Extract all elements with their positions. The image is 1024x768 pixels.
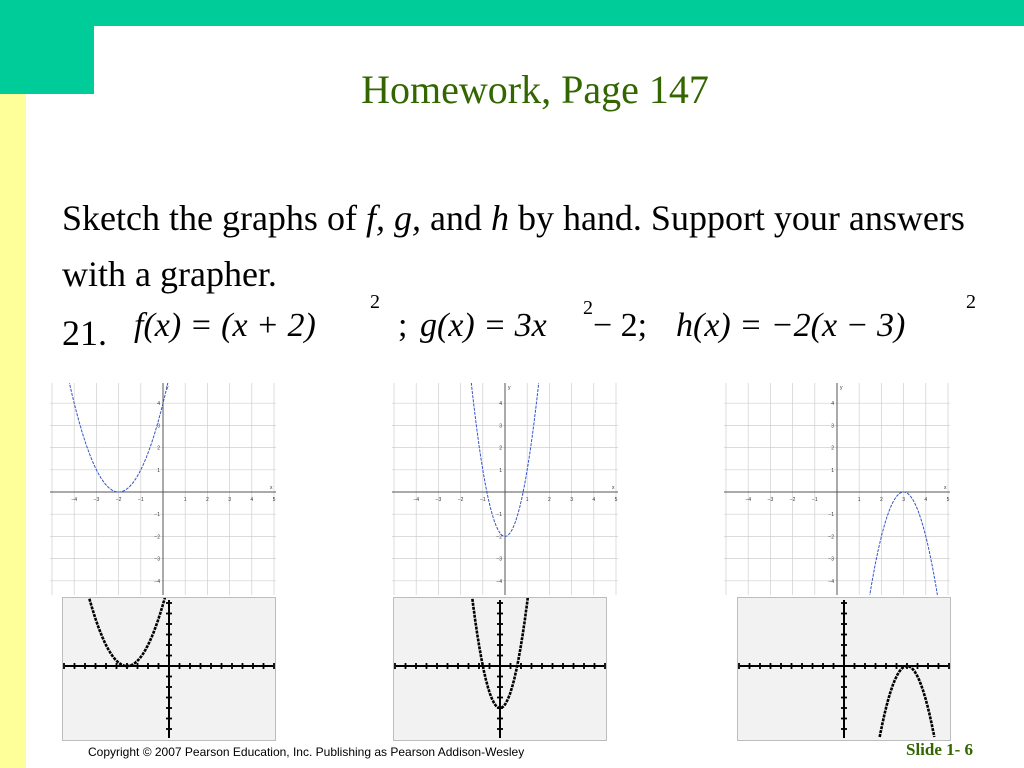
x-axis-label: x	[270, 485, 273, 491]
y-tick-label: −1	[828, 512, 834, 519]
problem-equation	[130, 286, 1000, 358]
eq-f-def: f(x) = (x + 2)	[134, 307, 316, 344]
y-tick-label: −4	[496, 578, 502, 585]
eq-g-def: g(x) = 3x	[420, 307, 547, 344]
eq-h-exp: 2	[966, 291, 976, 313]
calculator-screen-g	[393, 597, 607, 741]
y-tick-label: 4	[831, 401, 834, 408]
slide-title: Homework, Page 147	[361, 67, 709, 112]
x-tick-label: 1	[183, 497, 187, 503]
eq-g-exp: 2	[583, 297, 593, 319]
y-tick-label: 4	[157, 401, 160, 408]
y-tick-label: 2	[831, 445, 834, 452]
instr-prefix: Sketch the graphs of	[62, 198, 366, 238]
eq-sep-1: ;	[398, 307, 408, 344]
x-tick-label: −1	[137, 497, 144, 503]
x-axis-label: x	[944, 485, 947, 491]
x-tick-label: −1	[479, 497, 486, 503]
x-tick-label: 1	[525, 497, 529, 503]
calc-curve-h	[880, 666, 935, 737]
x-tick-label: 3	[570, 497, 573, 503]
y-tick-label: −2	[154, 534, 160, 541]
slide-number: Slide 1- 6	[906, 740, 974, 759]
y-tick-label: 2	[157, 445, 160, 452]
x-tick-label: 4	[250, 497, 254, 503]
instr-f: f,	[365, 198, 385, 238]
x-tick-label: 1	[857, 497, 861, 503]
y-tick-label: −2	[496, 534, 502, 541]
y-tick-label: −3	[154, 556, 160, 563]
y-tick-label: 2	[499, 445, 502, 452]
x-tick-label: 4	[924, 497, 928, 503]
x-tick-label: −4	[745, 497, 752, 503]
y-tick-label: −4	[828, 578, 834, 585]
x-tick-label: −2	[789, 497, 796, 503]
copyright-footer: Copyright © 2007 Pearson Education, Inc. Publishing as Pearson Addison-Wesley	[88, 745, 525, 759]
y-axis-label: y	[840, 385, 843, 391]
problem-number: 21.	[62, 313, 107, 353]
x-tick-label: 5	[614, 497, 618, 503]
y-tick-label: −3	[828, 556, 834, 563]
instr-suffix: by hand. Support your answers with a grapher.	[62, 198, 965, 294]
x-tick-label: 2	[880, 497, 883, 503]
y-tick-label: 1	[499, 467, 502, 474]
calc-curve-f	[88, 597, 165, 666]
y-tick-label: −1	[496, 512, 502, 519]
x-tick-label: −3	[93, 497, 100, 503]
y-tick-label: 3	[157, 423, 160, 430]
instr-h: h	[490, 198, 509, 238]
x-tick-label: 5	[946, 497, 950, 503]
instr-g: g,	[393, 198, 421, 238]
x-tick-label: 2	[548, 497, 551, 503]
instr-and: and	[420, 198, 491, 238]
y-axis-label: y	[166, 385, 169, 391]
x-tick-label: 5	[272, 497, 276, 503]
hand-graph-g	[392, 383, 618, 595]
calculator-screen-h	[737, 597, 951, 741]
x-tick-label: 3	[902, 497, 905, 503]
y-tick-label: −3	[496, 556, 502, 563]
top-accent-bar	[0, 0, 1024, 26]
eq-f-exp: 2	[370, 291, 380, 313]
x-axis-label: x	[612, 485, 615, 491]
y-axis-label: y	[508, 385, 511, 391]
x-tick-label: −4	[413, 497, 420, 503]
y-tick-label: −1	[154, 512, 160, 519]
y-tick-label: −4	[154, 578, 160, 585]
eq-g-tail: − 2;	[593, 307, 648, 344]
x-tick-label: −2	[457, 497, 464, 503]
x-tick-label: 3	[228, 497, 231, 503]
x-tick-label: 4	[592, 497, 596, 503]
y-tick-label: 3	[499, 423, 502, 430]
x-tick-label: −2	[115, 497, 122, 503]
calculator-screen-f	[62, 597, 276, 741]
hand-graph-f	[50, 383, 276, 595]
x-tick-label: −4	[71, 497, 78, 503]
y-tick-label: −2	[828, 534, 834, 541]
y-tick-label: 4	[499, 401, 502, 408]
x-tick-label: −1	[811, 497, 818, 503]
x-tick-label: 2	[206, 497, 209, 503]
hand-graph-h	[724, 383, 950, 595]
x-tick-label: −3	[767, 497, 774, 503]
left-accent-strip	[0, 94, 26, 768]
y-tick-label: 1	[157, 467, 160, 474]
y-tick-label: 3	[831, 423, 834, 430]
eq-h-def: h(x) = −2(x − 3)	[676, 307, 906, 344]
y-tick-label: 1	[831, 467, 834, 474]
x-tick-label: −3	[435, 497, 442, 503]
